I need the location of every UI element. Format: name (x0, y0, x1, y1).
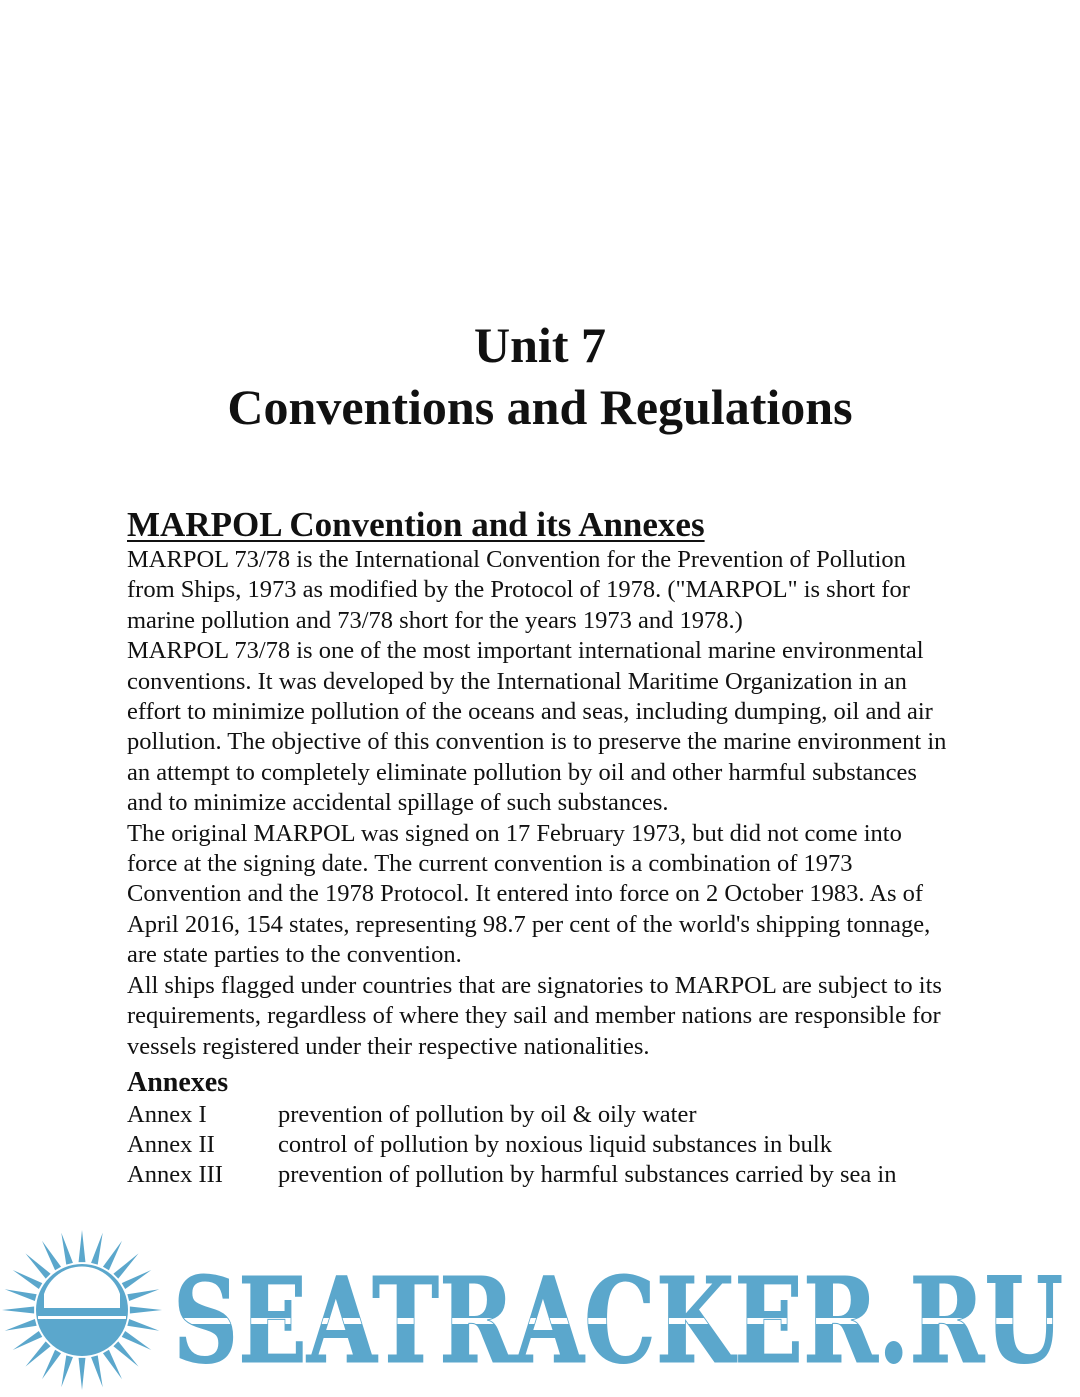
paragraph-intro: MARPOL 73/78 is the International Convention for the Prevention of Pollution from Ships, 1973 as modified by the Protocol of 1978. ("MARPOL" is short for marine pollution and 73/78 short for the years 1973 and 1978.) (127, 546, 910, 634)
annex-description: prevention of pollution by oil & oily water (278, 1100, 697, 1128)
annex-row (127, 1100, 957, 1130)
annex-label: Annex III (127, 1160, 223, 1188)
unit-number: Unit 7 (474, 317, 606, 373)
annex-row (127, 1160, 957, 1190)
paragraph-history: The original MARPOL was signed on 17 February 1973, but did not come into force at the signing date. The current convention is a combination of 1973 Convention and the 1978 Protocol. It entered into force on 2 October 1983. As of April 2016, 154 states, representing 98.7 per cent of the world's shipping tonnage, are state parties to the convention. (127, 819, 931, 969)
unit-subtitle: Conventions and Regulations (227, 379, 853, 435)
sun-ray (113, 1253, 138, 1278)
sun-ray (42, 1241, 61, 1271)
annex-label: Annex I (127, 1100, 207, 1128)
watermark (0, 1230, 1080, 1397)
watermark-text: SEATRACKER.RU (173, 1251, 1063, 1390)
annex-label: Annex II (127, 1130, 215, 1158)
sun-ray (79, 1358, 86, 1390)
document-body (127, 505, 957, 1190)
sun-ray (5, 1319, 37, 1331)
sun-ray (113, 1341, 138, 1366)
sun-ray (42, 1350, 61, 1380)
sun-ray (127, 1319, 159, 1331)
sun-ray (91, 1355, 103, 1387)
sun-ray (127, 1289, 159, 1301)
sun-ray (5, 1289, 37, 1301)
sun-ray (25, 1341, 50, 1366)
annex-description: control of pollution by noxious liquid substances in bulk (278, 1130, 832, 1158)
sun-ray (13, 1270, 43, 1289)
annex-row (127, 1130, 957, 1160)
sun-ray (61, 1233, 73, 1265)
paragraph-importance: MARPOL 73/78 is one of the most important international marine environmental conventions. It was developed by the International Maritime Organization in an effort to minimize pollution of the oceans and seas, including dumping, oil and air pollution. The objective of this convention is to preserve the marine environment in an attempt to completely eliminate pollution by oil and other harmful substances and to minimize accidental spillage of such substances. (127, 637, 947, 817)
sun-ray (61, 1355, 73, 1387)
sun-ray (91, 1233, 103, 1265)
sun-ray (25, 1253, 50, 1278)
section-heading: MARPOL Convention and its Annexes (127, 505, 705, 544)
sun-ray (130, 1307, 162, 1314)
unit-title (0, 314, 1080, 438)
sun-ray (103, 1350, 122, 1380)
annex-description: prevention of pollution by harmful substances carried by sea in (278, 1160, 897, 1188)
sun-ray (13, 1331, 43, 1350)
sun-ray (103, 1241, 122, 1271)
sun-ray (122, 1270, 152, 1289)
sun-on-sea-icon (2, 1230, 162, 1390)
sun-ray (2, 1307, 34, 1314)
sun-ray (79, 1230, 86, 1262)
annexes-heading: Annexes (127, 1066, 229, 1098)
paragraph-applicability: All ships flagged under countries that are signatories to MARPOL are subject to its requirements, regardless of where they sail and member nations are responsible for vessels registered under their respective nationalities. (127, 971, 942, 1060)
sun-ray (122, 1331, 152, 1350)
